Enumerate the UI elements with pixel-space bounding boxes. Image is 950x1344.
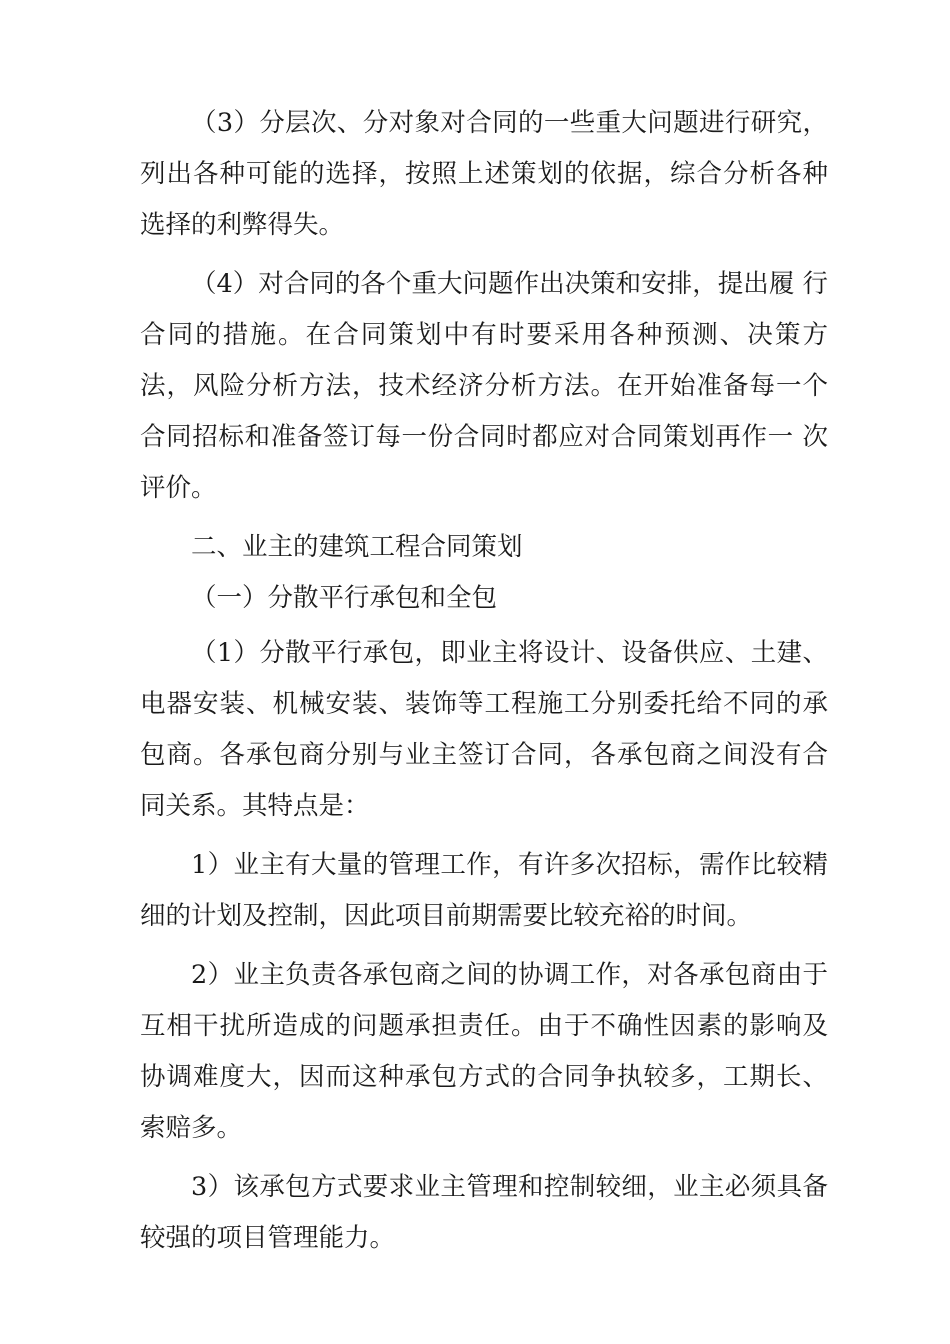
paragraph-3: （3）分层次、分对象对合同的一些重大问题进行研究，列出各种可能的选择，按照上述策划的依据，综合分析各种选择的利弊得失。 xyxy=(140,108,828,240)
list-item-2: 2）业主负责各承包商之间的协调工作，对各承包商由于互相干扰所造成的问题承担责任。由于不确性因素的影响及协调难度大，因而这种承包方式的合同争执较多，工期长、索赔多。 xyxy=(140,960,828,1143)
list-item-1: 1）业主有大量的管理工作，有许多次招标，需作比较精细的计划及控制，因此项目前期需要比较充裕的时间。 xyxy=(140,850,828,931)
list-item-3: 3）该承包方式要求业主管理和控制较细，业主必须具备较强的项目管理能力。 xyxy=(140,1172,828,1253)
document-body xyxy=(140,98,828,1272)
subsection-heading: （一）分散平行承包和全包 xyxy=(191,583,498,613)
section-heading: 二、业主的建筑工程合同策划 xyxy=(191,532,523,562)
paragraph-parallel-contracting: （1）分散平行承包，即业主将设计、设备供应、土建、电器安装、机械安装、装饰等工程施工分别委托给不同的承包商。各承包商分别与业主签订合同，各承包商之间没有合同关系。其特点是： xyxy=(140,638,828,821)
paragraph-4: （4）对合同的各个重大问题作出决策和安排，提出履 行合同的措施。在合同策划中有时要采用各种预测、决策方法，风险分析方法，技术经济分析方法。在开始准备每一个合同招标和准备签订每一份合同时都应对合同策划再作一 次评价。 xyxy=(140,269,828,503)
